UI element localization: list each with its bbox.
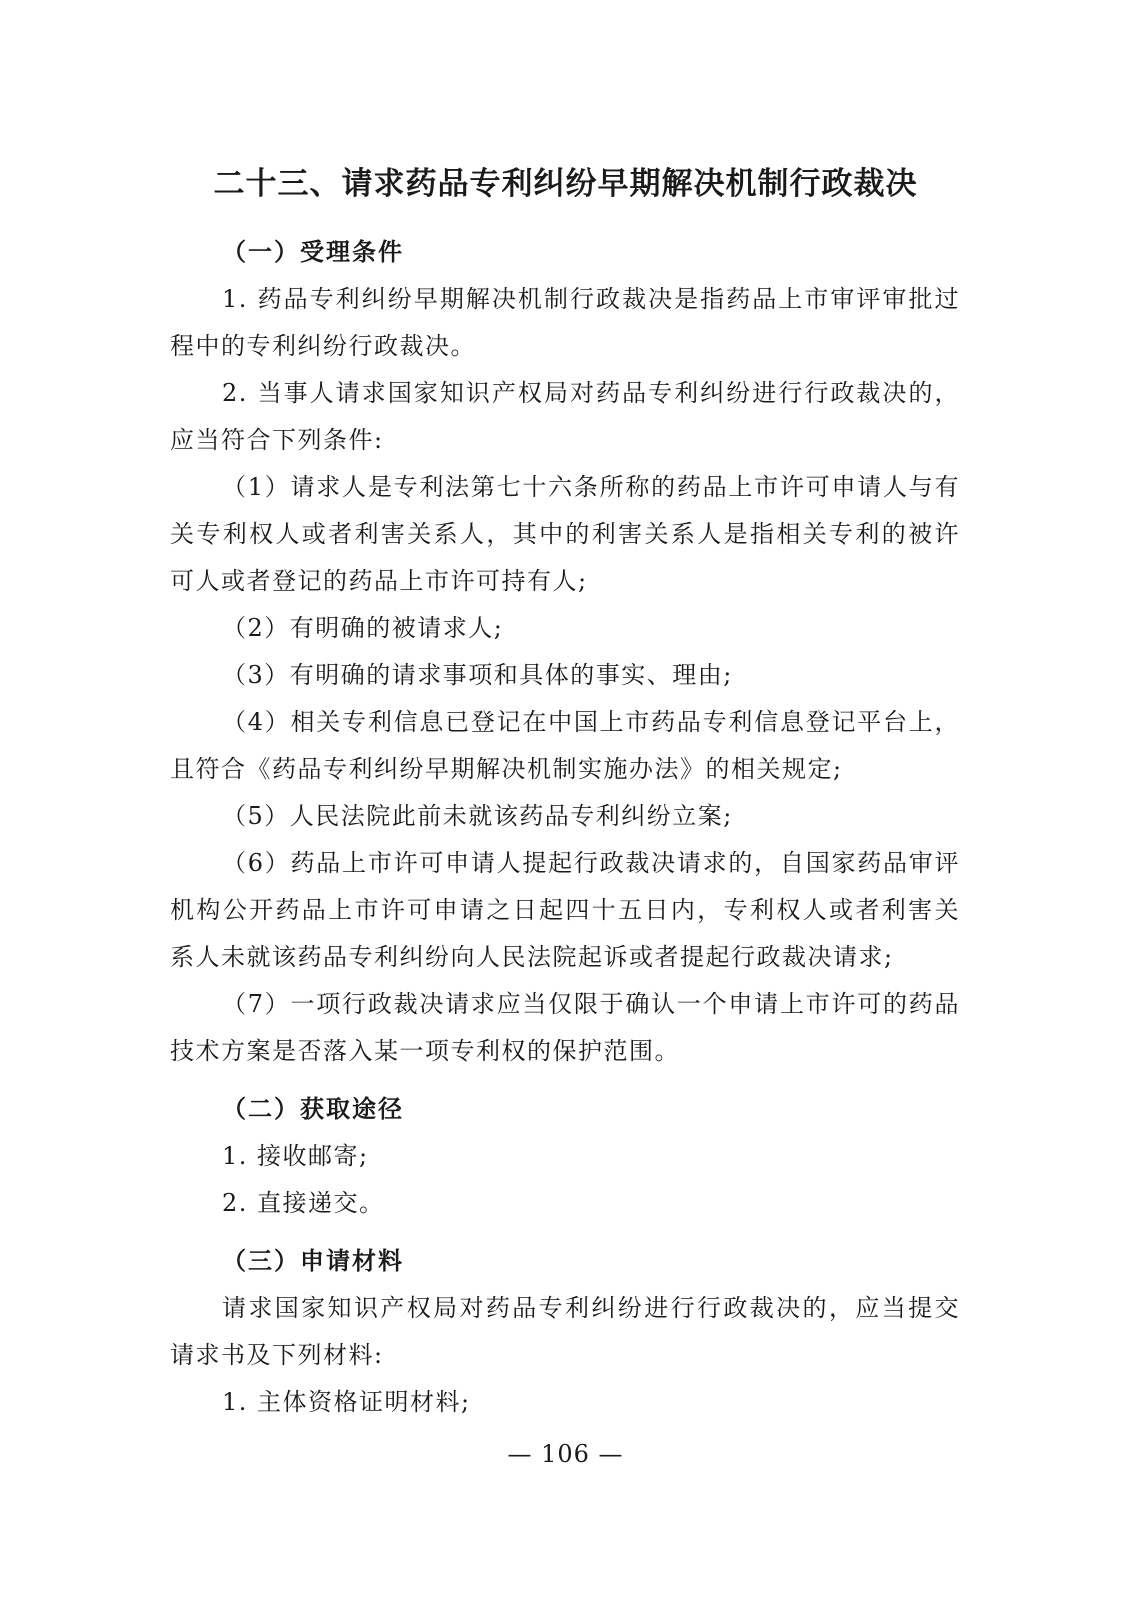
paragraph: 1. 药品专利纠纷早期解决机制行政裁决是指药品上市审评审批过程中的专利纠纷行政裁决。	[170, 285, 960, 360]
paragraph: （6）药品上市许可申请人提起行政裁决请求的，自国家药品审评机构公开药品上市许可申请之日起四十五日内，专利权人或者利害关系人未就该药品专利纠纷向人民法院起诉或者提起行政裁决请求;	[170, 849, 960, 971]
paragraph: 2. 当事人请求国家知识产权局对药品专利纠纷进行行政裁决的，应当符合下列条件:	[170, 379, 960, 454]
paragraph: 1. 接收邮寄;	[222, 1142, 369, 1170]
page-number: — 106 —	[507, 1440, 624, 1468]
paragraph: 2. 直接递交。	[222, 1189, 385, 1217]
section-heading-application-materials: （三）申请材料	[222, 1247, 404, 1275]
paragraph: 请求国家知识产权局对药品专利纠纷进行行政裁决的，应当提交请求书及下列材料:	[170, 1294, 960, 1369]
paragraph: （5）人民法院此前未就该药品专利纠纷立案;	[222, 802, 733, 830]
paragraph: （1）请求人是专利法第七十六条所称的药品上市许可申请人与有关专利权人或者利害关系人，其中的利害关系人是指相关专利的被许可人或者登记的药品上市许可持有人;	[170, 473, 960, 595]
paragraph: 1. 主体资格证明材料;	[222, 1388, 471, 1416]
paragraph: （2）有明确的被请求人;	[222, 614, 504, 642]
section-heading-access-channels: （二）获取途径	[222, 1095, 404, 1123]
document-body	[170, 228, 960, 1426]
spacer	[170, 1075, 960, 1085]
spacer	[170, 1227, 960, 1237]
paragraph: （3）有明确的请求事项和具体的事实、理由;	[222, 661, 733, 689]
paragraph: （4）相关专利信息已登记在中国上市药品专利信息登记平台上，且符合《药品专利纠纷早期解决机制实施办法》的相关规定;	[170, 708, 960, 783]
document-title: 二十三、请求药品专利纠纷早期解决机制行政裁决	[213, 166, 918, 202]
section-heading-acceptance-conditions: （一）受理条件	[222, 238, 404, 266]
paragraph: （7）一项行政裁决请求应当仅限于确认一个申请上市许可的药品技术方案是否落入某一项专利权的保护范围。	[170, 990, 960, 1065]
